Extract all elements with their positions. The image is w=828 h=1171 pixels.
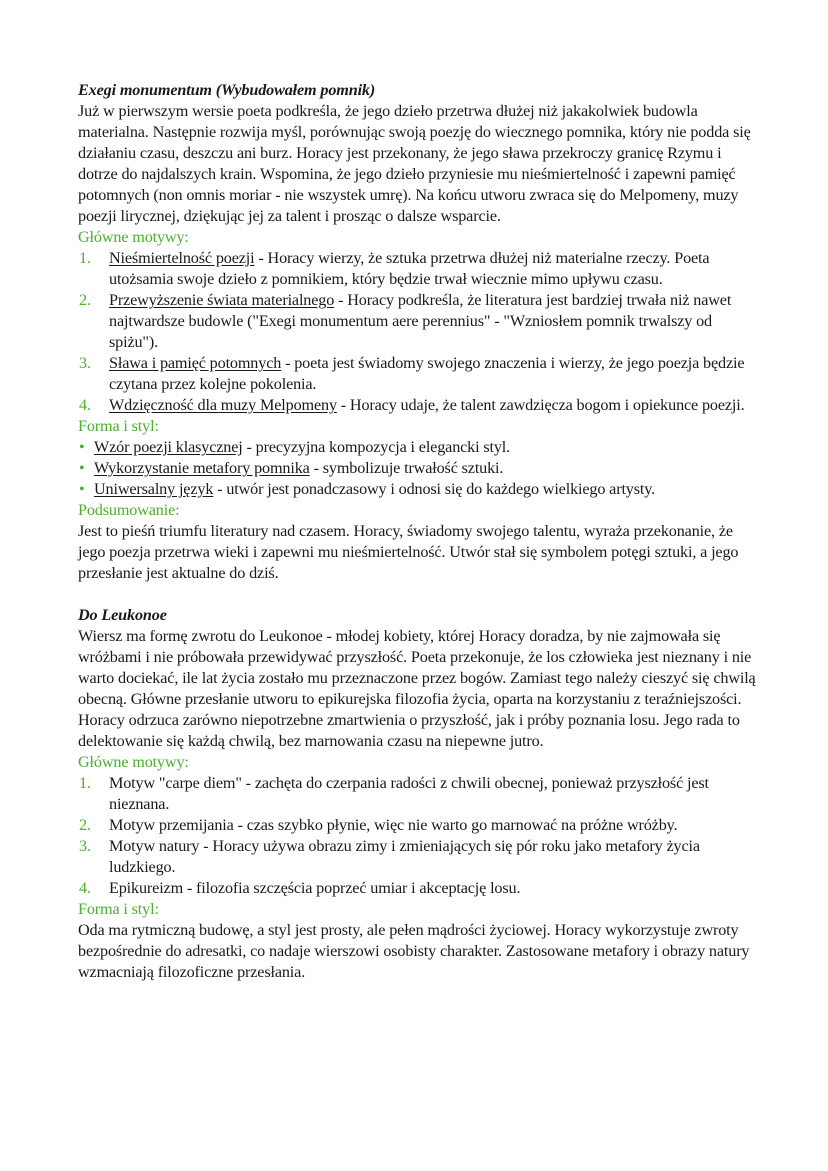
motif-item bbox=[78, 815, 758, 836]
motif-text: Motyw "carpe diem" - zachęta do czerpania radości z chwili obecnej, ponieważ przyszłość jest nieznana. bbox=[109, 774, 709, 813]
section-do-leukonoe bbox=[78, 605, 758, 983]
motif-text: Motyw natury - Horacy używa obrazu zimy i zmieniających się pór roku jako metafory życia ludzkiego. bbox=[109, 837, 700, 876]
motif-text: Epikureizm - filozofia szczęścia poprzeć umiar i akceptację losu. bbox=[109, 879, 521, 897]
summary-heading: Podsumowanie: bbox=[78, 501, 180, 519]
motif-item bbox=[78, 290, 758, 353]
motifs-heading: Główne motywy: bbox=[78, 753, 189, 771]
motif-item bbox=[78, 836, 758, 878]
form-text: - symbolizuje trwałość sztuki. bbox=[309, 459, 504, 477]
list-number: 2. bbox=[79, 816, 91, 834]
motif-text: - poeta jest świadomy swojego znaczenia i wierzy, że jego poezja będzie czytana przez kolejne pokolenia. bbox=[109, 354, 745, 393]
section-intro: Wiersz ma formę zwrotu do Leukonoe - młodej kobiety, której Horacy doradza, by nie zajmowała się wróżbami i nie próbowała przewidywać przyszłość. Poeta przekonuje, że los człowieka jest nieznany i nie warto dociekać, ile lat życia zostało mu przeznaczone przez bogów. Zamiast tego należy cieszyć się chwilą obecną. Główne przesłanie utworu to epikurejska filozofia życia, oparta na korzystaniu z teraźniejszości. Horacy odrzuca zarówno niepotrzebne zmartwienia o przyszłość, jak i próby poznania losu. Jego rada to delektowanie się każdą chwilą, bez marnowania czasu na niepewne jutro. bbox=[78, 627, 756, 750]
form-item bbox=[78, 458, 758, 479]
motif-term: Wdzięczność dla muzy Melpomeny bbox=[109, 396, 337, 414]
motif-text: - Horacy wierzy, że sztuka przetrwa dłużej niż materialne rzeczy. Poeta utożsamia swoje dzieło z pomnikiem, który będzie trwał wiecznie mimo upływu czasu. bbox=[109, 249, 710, 288]
list-number: 3. bbox=[79, 837, 91, 855]
form-item bbox=[78, 437, 758, 458]
form-item bbox=[78, 479, 758, 500]
motifs-list bbox=[78, 773, 758, 899]
section-title: Exegi monumentum (Wybudowałem pomnik) bbox=[78, 81, 376, 99]
list-number: 4. bbox=[79, 396, 91, 414]
form-term: Uniwersalny język bbox=[94, 480, 214, 498]
motif-item bbox=[78, 248, 758, 290]
form-term: Wykorzystanie metafory pomnika bbox=[94, 459, 310, 477]
form-text: - utwór jest ponadczasowy i odnosi się do każdego wielkiego artysty. bbox=[213, 480, 656, 498]
motif-item bbox=[78, 878, 758, 899]
list-number: 1. bbox=[79, 249, 91, 267]
motif-term: Sława i pamięć potomnych bbox=[109, 354, 282, 372]
form-term: Wzór poezji klasycznej bbox=[94, 438, 243, 456]
motif-term: Przewyższenie świata materialnego bbox=[109, 291, 335, 309]
motif-item bbox=[78, 353, 758, 395]
summary-text: Jest to pieśń triumfu literatury nad czasem. Horacy, świadomy swojego talentu, wyraża przekonanie, że jego poezja przetrwa wieki i zapewni mu nieśmiertelność. Utwór stał się symbolem potęgi sztuki, a jego przesłanie jest aktualne do dziś. bbox=[78, 522, 739, 582]
section-intro: Już w pierwszym wersie poeta podkreśla, że jego dzieło przetrwa dłużej niż jakakolwiek budowla materialna. Następnie rozwija myśl, porównując swoją poezję do wiecznego pomnika, który nie podda się działaniu czasu, deszczu ani burz. Horacy jest przekonany, że jego sława przekroczy granicę Rzymu i dotrze do najdalszych krain. Wspomina, że jego dzieło przyniesie mu nieśmiertelność i zapewni pamięć potomnych (non omnis moriar - nie wszystek umrę). Na końcu utworu zwraca się do Melpomeny, muzy poezji lirycznej, dziękując jej za talent i prosząc o dalsze wsparcie. bbox=[78, 102, 751, 225]
list-number: 4. bbox=[79, 879, 91, 897]
motif-item bbox=[78, 395, 758, 416]
document-page bbox=[78, 80, 758, 983]
form-text: - precyzyjna kompozycja i elegancki styl. bbox=[242, 438, 511, 456]
list-number: 2. bbox=[79, 291, 91, 309]
form-text: Oda ma rytmiczną budowę, a styl jest prosty, ale pełen mądrości życiowej. Horacy wykorzystuje zwroty bezpośrednie do adresatki, co nadaje wierszowi osobisty charakter. Zastosowane metafory i obrazy natury wzmacniają filozoficzne przesłania. bbox=[78, 921, 750, 981]
motif-text: - Horacy udaje, że talent zawdzięcza bogom i opiekunce poezji. bbox=[336, 396, 745, 414]
motif-term: Nieśmiertelność poezji bbox=[109, 249, 255, 267]
bullet-icon: • bbox=[79, 459, 85, 477]
form-heading: Forma i styl: bbox=[78, 900, 159, 918]
motif-item bbox=[78, 773, 758, 815]
list-number: 3. bbox=[79, 354, 91, 372]
form-list bbox=[78, 437, 758, 500]
bullet-icon: • bbox=[79, 480, 85, 498]
section-title: Do Leukonoe bbox=[78, 606, 167, 624]
section-exegi-monumentum bbox=[78, 80, 758, 584]
section-spacer bbox=[78, 584, 758, 605]
motifs-heading: Główne motywy: bbox=[78, 228, 189, 246]
motif-text: - Horacy podkreśla, że literatura jest bardziej trwała niż nawet najtwardsze budowle ("Exegi monumentum aere perennius" - "Wzniosłem pomnik trwalszy od spiżu"). bbox=[109, 291, 732, 351]
form-heading: Forma i styl: bbox=[78, 417, 159, 435]
list-number: 1. bbox=[79, 774, 91, 792]
motifs-list bbox=[78, 248, 758, 416]
motif-text: Motyw przemijania - czas szybko płynie, więc nie warto go marnować na próżne wróżby. bbox=[109, 816, 678, 834]
bullet-icon: • bbox=[79, 438, 85, 456]
